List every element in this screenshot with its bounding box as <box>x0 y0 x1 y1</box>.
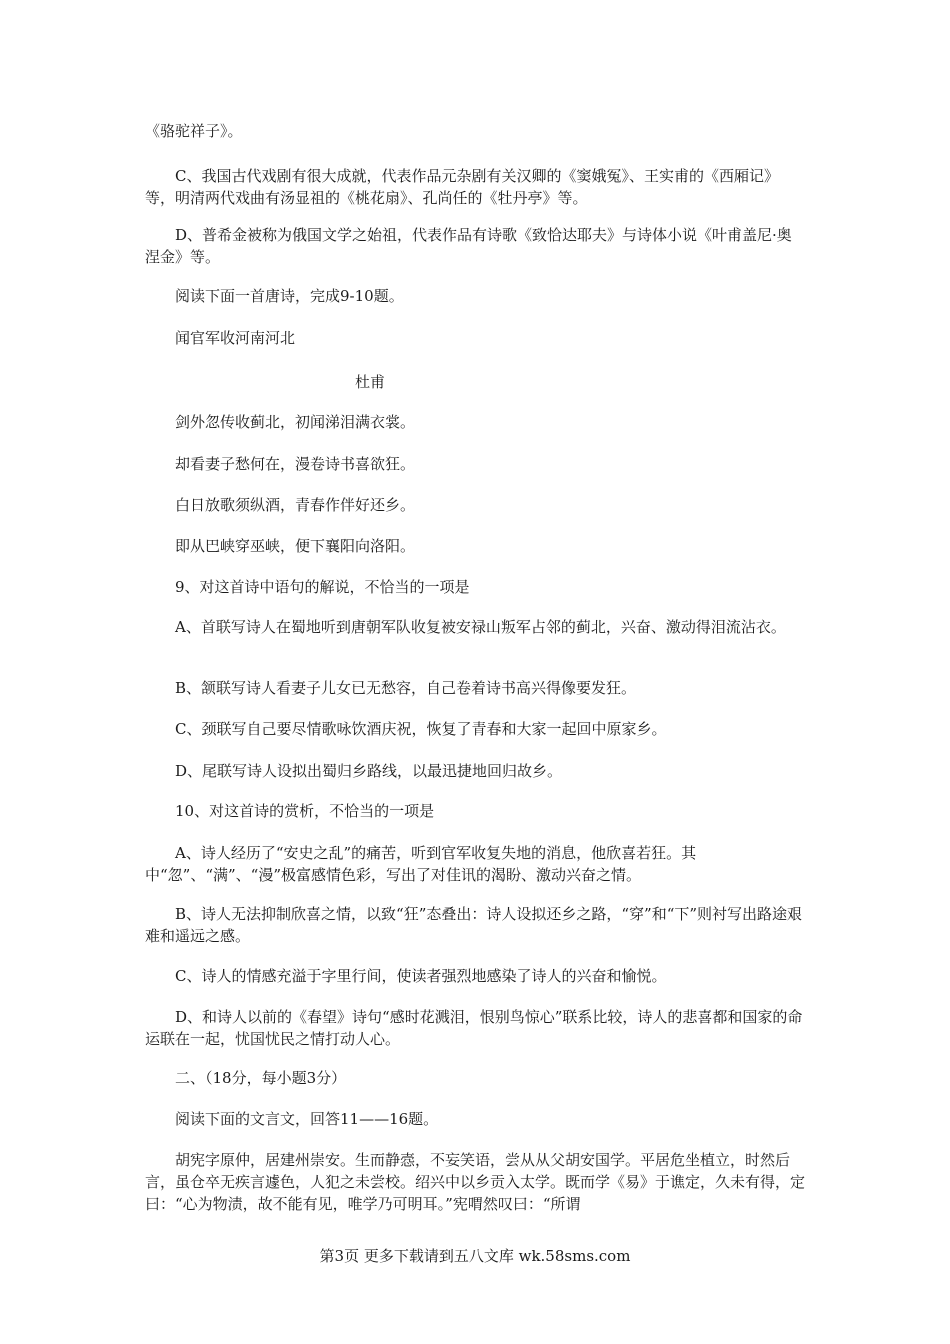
question-9-option-d: D、尾联写诗人设拟出蜀归乡路线，以最迅捷地回归故乡。 <box>175 762 563 780</box>
question-10-option-a: A、诗人经历了“安史之乱”的痛苦，听到官军收复失地的消息，他欣喜若狂。其中“忽”、“满”、“漫”极富感情色彩，写出了对佳讯的渴盼、激动兴奋之情。 <box>145 844 697 884</box>
classical-text-passage: 胡宪字原仲，居建州崇安。生而静悫，不妄笑语，尝从从父胡安国学。平居危坐植立，时然后言，虽仓卒无疾言遽色，人犯之未尝校。绍兴中以乡贡入太学。既而学《易》于谯定，久未有得，定曰：“心为物渍，故不能有见，唯学乃可明耳。”宪喟然叹曰：“所谓 <box>145 1151 806 1213</box>
question-10-option-d: D、和诗人以前的《春望》诗句“感时花溅泪，恨别鸟惊心”联系比较，诗人的悲喜都和国家的命运联在一起，忧国忧民之情打动人心。 <box>145 1008 803 1048</box>
question-9-option-a: A、首联写诗人在蜀地听到唐朝军队收复被安禄山叛军占邻的蓟北，兴奋、激动得泪流沾衣。 <box>175 618 786 636</box>
poem-author: 杜甫 <box>354 373 385 391</box>
section-two-heading: 二、（18分，每小题3分） <box>175 1069 347 1087</box>
poem-line-3: 白日放歌须纵酒，青春作伴好还乡。 <box>175 496 416 514</box>
poem-line-2: 却看妻子愁何在，漫卷诗书喜欲狂。 <box>175 455 416 473</box>
paragraph-poem-instruction: 阅读下面一首唐诗，完成9-10题。 <box>175 287 404 305</box>
paragraph-0: 《骆驼祥子》。 <box>145 122 243 140</box>
paragraph-option-d-pushkin: D、普希金被称为俄国文学之始祖，代表作品有诗歌《致恰达耶夫》与诗体小说《叶甫盖尼·奥涅金》等。 <box>145 226 792 266</box>
question-9-option-c: C、颈联写自己要尽情歌咏饮酒庆祝，恢复了青春和大家一起回中原家乡。 <box>175 720 667 738</box>
poem-line-4: 即从巴峡穿巫峡，便下襄阳向洛阳。 <box>175 537 416 555</box>
paragraph-option-c-drama: C、我国古代戏剧有很大成就，代表作品元杂剧有关汉卿的《窦娥冤》、王实甫的《西厢记》等，明清两代戏曲有汤显祖的《桃花扇》、孔尚任的《牡丹亭》等。 <box>145 167 779 207</box>
poem-title: 闻官军收河南河北 <box>175 329 296 347</box>
question-9-option-b: B、颔联写诗人看妻子儿女已无愁容，自己卷着诗书高兴得像要发狂。 <box>175 679 637 697</box>
poem-line-1: 剑外忽传收蓟北，初闻涕泪满衣裳。 <box>175 413 416 431</box>
question-10-option-b: B、诗人无法抑制欣喜之情，以致“狂”态叠出：诗人设拟还乡之路，“穿”和“下”则衬写出路途艰难和遥远之感。 <box>145 905 803 945</box>
question-9: 9、对这首诗中语句的解说，不恰当的一项是 <box>175 578 470 596</box>
page-footer: 第3页 更多下载请到五八文库 wk.58sms.com <box>319 1247 631 1265</box>
classical-text-instruction: 阅读下面的文言文，回答11——16题。 <box>175 1110 439 1128</box>
question-10-option-c: C、诗人的情感充溢于字里行间，使读者强烈地感染了诗人的兴奋和愉悦。 <box>175 967 667 985</box>
question-10: 10、对这首诗的赏析，不恰当的一项是 <box>175 802 435 820</box>
